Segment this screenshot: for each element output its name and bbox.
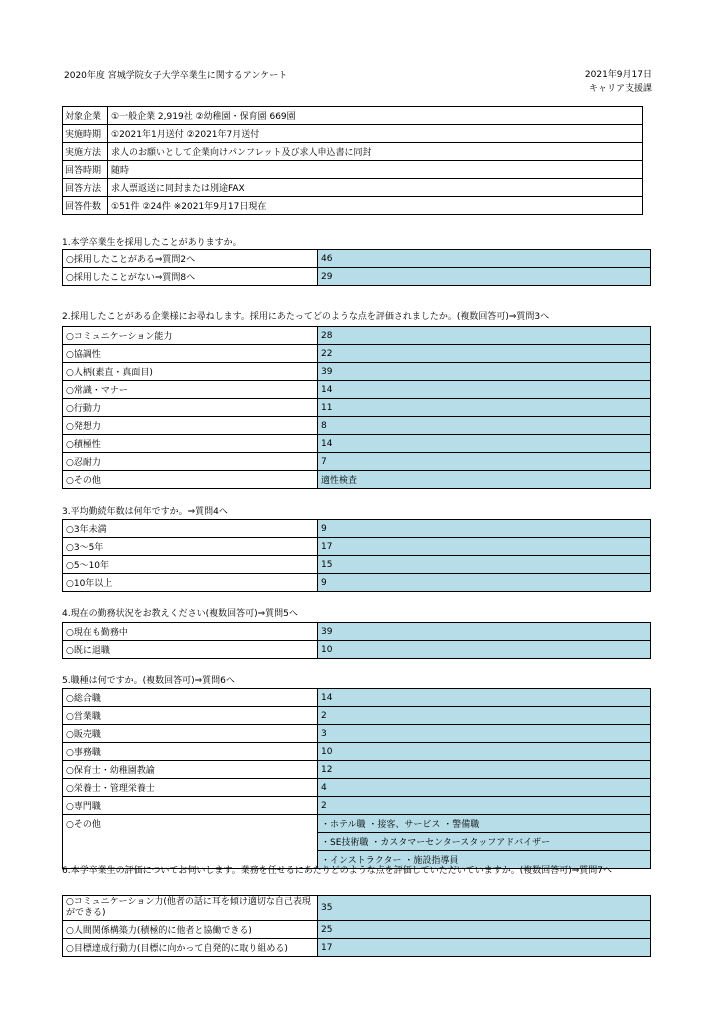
question-2-table <box>62 326 651 489</box>
answer-row <box>63 363 651 381</box>
answer-value: 2 <box>318 707 651 725</box>
question-5-title: 5.職種は何ですか。(複数回答可)⇒質問6へ <box>62 676 235 686</box>
answer-label: ○事務職 <box>63 743 318 761</box>
answer-value: 10 <box>318 743 651 761</box>
answer-label: ○その他 <box>63 471 318 489</box>
answer-label: ○人間関係構築力(積極的に他者と協働できる) <box>63 921 318 939</box>
answer-row <box>63 520 651 538</box>
answer-label: ○営業職 <box>63 707 318 725</box>
header-date-block <box>585 68 652 96</box>
answer-row <box>63 939 651 957</box>
info-key: 実施方法 <box>63 143 108 161</box>
answer-value: 12 <box>318 761 651 779</box>
answer-row <box>63 381 651 399</box>
answer-value: ・インストラクター ・施設指導員 <box>318 851 651 869</box>
answer-value: 17 <box>318 538 651 556</box>
survey-info-table <box>62 106 643 215</box>
answer-value: 14 <box>318 689 651 707</box>
answer-label: ○3年未満 <box>63 520 318 538</box>
answer-row <box>63 641 651 659</box>
answer-label: ○5～10年 <box>63 556 318 574</box>
answer-label: ○その他 <box>63 815 318 869</box>
answer-value: 11 <box>318 399 651 417</box>
answer-value: 28 <box>318 327 651 345</box>
question-3-table <box>62 519 651 592</box>
answer-row <box>63 743 651 761</box>
answer-label: ○協調性 <box>63 345 318 363</box>
answer-row <box>63 574 651 592</box>
info-key: 回答方法 <box>63 179 108 197</box>
answer-value: 39 <box>318 363 651 381</box>
answer-row <box>63 345 651 363</box>
answer-label: ○保育士・幼稚園教諭 <box>63 761 318 779</box>
answer-label: ○積極性 <box>63 435 318 453</box>
answer-value: 3 <box>318 725 651 743</box>
answer-row <box>63 453 651 471</box>
answer-value: 35 <box>318 896 651 921</box>
answer-row <box>63 725 651 743</box>
answer-value: 14 <box>318 381 651 399</box>
info-row <box>63 143 643 161</box>
answer-value: 14 <box>318 435 651 453</box>
answer-row <box>63 417 651 435</box>
answer-value: 7 <box>318 453 651 471</box>
answer-row <box>63 327 651 345</box>
question-2-title: 2.採用したことがある企業様にお尋ねします。採用にあたってどのような点を評価されましたか。(複数回答可)⇒質問3へ <box>62 312 550 322</box>
question-5-table <box>62 688 651 869</box>
answer-label: ○人柄(素直・真面目) <box>63 363 318 381</box>
answer-value: 17 <box>318 939 651 957</box>
answer-label: ○忍耐力 <box>63 453 318 471</box>
answer-row <box>63 268 651 286</box>
answer-row <box>63 797 651 815</box>
answer-row <box>63 779 651 797</box>
answer-row <box>63 435 651 453</box>
info-key: 回答件数 <box>63 197 108 215</box>
answer-row <box>63 538 651 556</box>
info-value: 随時 <box>108 161 643 179</box>
question-6-table <box>62 895 651 957</box>
info-key: 回答時期 <box>63 161 108 179</box>
answer-row <box>63 556 651 574</box>
answer-label: ○専門職 <box>63 797 318 815</box>
answer-row <box>63 250 651 268</box>
answer-value: 10 <box>318 641 651 659</box>
answer-label: ○採用したことがない⇒質問8へ <box>63 268 318 286</box>
answer-value: ・SE技術職 ・カスタマーセンタースタッフアドバイザー <box>318 833 651 851</box>
answer-row <box>63 896 651 921</box>
info-row <box>63 107 643 125</box>
answer-label: ○総合職 <box>63 689 318 707</box>
info-row <box>63 161 643 179</box>
answer-label: ○発想力 <box>63 417 318 435</box>
question-6-title: 6.本学卒業生の評価についてお伺いします。業務を任せるにあたりどのような点を評価していただいていますか。(複数回答可)⇒質問7へ <box>62 866 612 876</box>
info-value: ①2021年1月送付 ②2021年7月送付 <box>108 125 643 143</box>
question-1-table <box>62 249 651 286</box>
answer-value: 15 <box>318 556 651 574</box>
info-row <box>63 179 643 197</box>
answer-label: ○既に退職 <box>63 641 318 659</box>
answer-value: 22 <box>318 345 651 363</box>
info-value: ①一般企業 2,919社 ②幼稚園・保育園 669園 <box>108 107 643 125</box>
question-1-title: 1.本学卒業生を採用したことがありますか。 <box>62 238 242 248</box>
answer-value: 適性検査 <box>318 471 651 489</box>
answer-label: ○採用したことがある⇒質問2へ <box>63 250 318 268</box>
answer-value: 2 <box>318 797 651 815</box>
answer-row <box>63 399 651 417</box>
document-date: 2021年9月17日 <box>584 70 652 80</box>
info-value: 求人のお願いとして企業向けパンフレット及び求人申込書に同封 <box>108 143 643 161</box>
answer-row <box>63 689 651 707</box>
answer-row <box>63 761 651 779</box>
info-key: 対象企業 <box>63 107 108 125</box>
answer-row <box>63 815 651 833</box>
answer-value: 8 <box>318 417 651 435</box>
info-value: ①51件 ②24件 ※2021年9月17日現在 <box>108 197 643 215</box>
answer-label: ○現在も勤務中 <box>63 623 318 641</box>
info-value: 求人票返送に同封または別途FAX <box>108 179 643 197</box>
answer-label: ○目標達成行動力(目標に向かって自発的に取り組める) <box>63 939 318 957</box>
answer-value: 39 <box>318 623 651 641</box>
department: キャリア支援課 <box>588 84 652 94</box>
info-row <box>63 197 643 215</box>
answer-label: ○10年以上 <box>63 574 318 592</box>
answer-label: ○常識・マナー <box>63 381 318 399</box>
answer-row <box>63 921 651 939</box>
info-row <box>63 125 643 143</box>
answer-label: ○コミュニケーション能力 <box>63 327 318 345</box>
answer-label: ○販売職 <box>63 725 318 743</box>
answer-row <box>63 471 651 489</box>
answer-value: 25 <box>318 921 651 939</box>
answer-label: ○行動力 <box>63 399 318 417</box>
answer-label: ○3～5年 <box>63 538 318 556</box>
answer-value: 9 <box>318 520 651 538</box>
question-4-title: 4.現在の勤務状況をお教えください(複数回答可)⇒質問5へ <box>62 609 298 619</box>
answer-value: 46 <box>318 250 651 268</box>
answer-value: 9 <box>318 574 651 592</box>
answer-value: 29 <box>318 268 651 286</box>
answer-label: ○コミュニケーション力(他者の話に耳を傾け適切な自己表現ができる) <box>63 896 318 921</box>
info-key: 実施時期 <box>63 125 108 143</box>
answer-value: ・ホテル職 ・接客、サービス ・警備職 <box>318 815 651 833</box>
answer-label: ○栄養士・管理栄養士 <box>63 779 318 797</box>
question-4-table <box>62 622 651 659</box>
question-3-title: 3.平均勤続年数は何年ですか。⇒質問4へ <box>62 507 228 517</box>
answer-row <box>63 707 651 725</box>
answer-row <box>63 623 651 641</box>
answer-value: 4 <box>318 779 651 797</box>
page-title: 2020年度 宮城学院女子大学卒業生に関するアンケート <box>64 71 288 81</box>
